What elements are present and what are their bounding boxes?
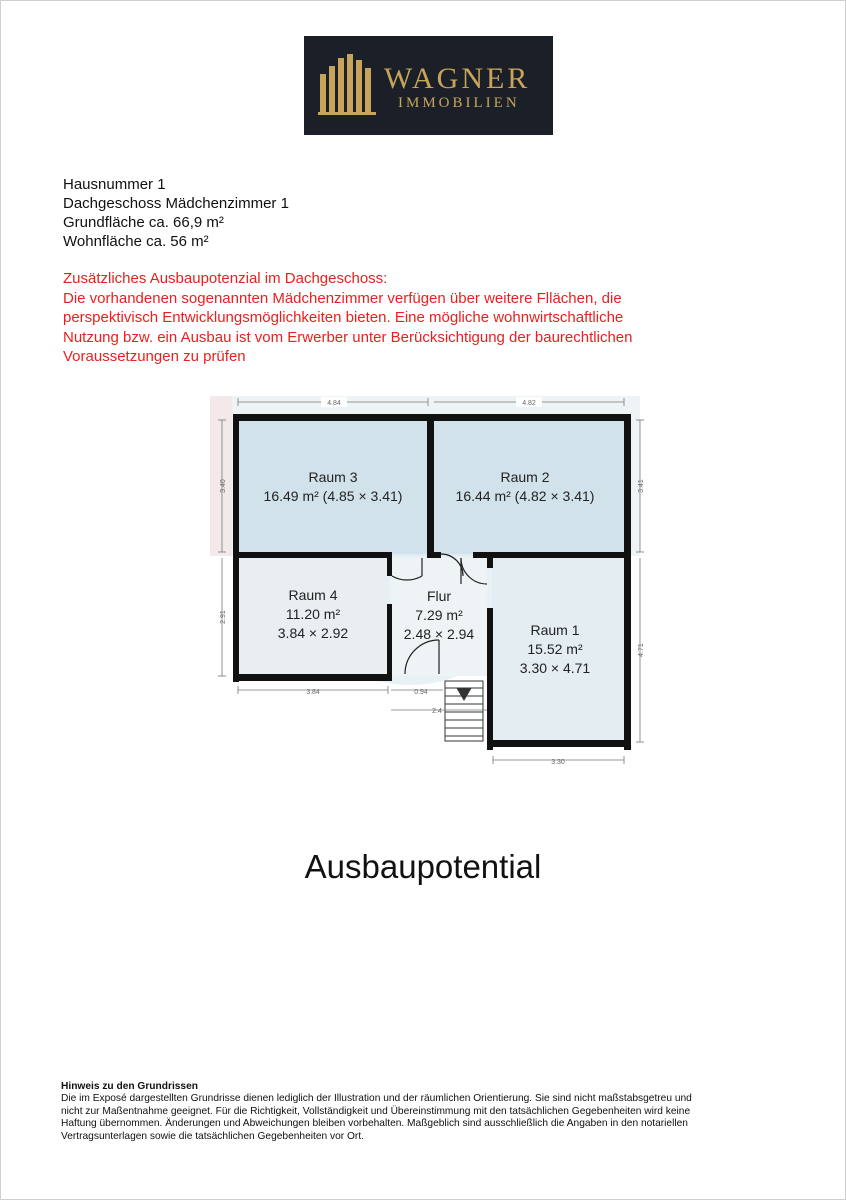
brand-logo (304, 36, 553, 135)
info-line: Grundfläche ca. 66,9 m² (63, 214, 224, 231)
room-name-raum3: Raum 3 (308, 469, 358, 485)
property-info (63, 175, 289, 251)
page-heading: Ausbaupotential (304, 848, 542, 885)
building-logo-icon (318, 54, 378, 116)
info-line: Wohnfläche ca. 56 m² (63, 233, 209, 250)
room-area-flur: 7.29 m² (415, 607, 463, 623)
floor-plan (205, 390, 645, 770)
room-fill-raum3 (238, 420, 428, 554)
info-line: Hausnummer 1 (63, 176, 166, 193)
dim-top-right: 4.82 (522, 400, 536, 407)
room-name-raum2: Raum 2 (500, 469, 550, 485)
notice-line: Nutzung bzw. ein Ausbau ist vom Erwerber unter Berücksichtigung der baurechtlichen (63, 328, 633, 346)
dim-right-upper: 3.41 (638, 479, 645, 493)
disclaimer-line: Die im Exposé dargestellten Grundrisse dienen lediglich der Illustration und der räumlichen Orientierung. Sie sind nicht maßstabsgetreu und (61, 1093, 692, 1105)
info-line: Dachgeschoss Mädchenzimmer 1 (63, 195, 289, 212)
room-detail-raum3: 16.49 m² (4.85 × 3.41) (263, 488, 403, 504)
dim-left-upper: 3.40 (220, 479, 227, 493)
dim-flur-width: 2.4 (432, 708, 442, 715)
room-area-raum1: 15.52 m² (527, 641, 583, 657)
notice-line: perspektivisch Entwicklungsmöglichkeiten bieten. Eine mögliche wohnwirtschaftliche (63, 309, 624, 326)
room-detail-raum2: 16.44 m² (4.82 × 3.41) (455, 488, 595, 504)
room-name-raum4: Raum 4 (288, 587, 338, 603)
room-name-raum1: Raum 1 (530, 622, 580, 638)
disclaimer-line: Haftung übernommen. Änderungen und Abweichungen bleiben vorbehalten. Maßgeblich sind ausschließlich die Angaben in den notariellen (61, 1118, 688, 1130)
dim-right-lower: 4.71 (638, 643, 645, 657)
dim-top-left: 4.84 (327, 400, 341, 407)
room-area-raum4: 11.20 m² (285, 606, 341, 622)
dim-bottom-right: 3.30 (551, 759, 565, 766)
notice-line: Zusätzliches Ausbaupotenzial im Dachgeschoss: (63, 270, 388, 287)
stairs (445, 681, 483, 741)
floorplan-disclaimer (61, 1081, 781, 1143)
room-dims-flur: 2.48 × 2.94 (403, 626, 475, 642)
room-dims-raum1: 3.30 × 4.71 (519, 660, 591, 676)
room-name-flur: Flur (426, 588, 452, 604)
expansion-notice (63, 269, 783, 367)
notice-line: Die vorhandenen sogenannten Mädchenzimmer verfügen über weitere Fllächen, die (63, 289, 622, 307)
brand-name: WAGNER (384, 62, 531, 95)
dim-stair-width: 0.94 (414, 689, 428, 696)
brand-subtitle: IMMOBILIEN (398, 95, 520, 111)
room-fill-raum2 (434, 420, 624, 554)
dim-bottom-left: 3.84 (306, 689, 320, 696)
disclaimer-line: Vertragsunterlagen sowie die tatsächlichen Gegebenheiten vor Ort. (61, 1130, 364, 1142)
room-dims-raum4: 3.84 × 2.92 (277, 625, 349, 641)
disclaimer-title: Hinweis zu den Grundrissen (61, 1081, 198, 1092)
notice-line: Voraussetzungen zu prüfen (63, 348, 246, 365)
disclaimer-line: nicht zur Maßentnahme geeignet. Für die Richtigkeit, Vollständigkeit und Übereinstimmung mit den tatsächlichen Gegebenheiten wird keine (61, 1105, 691, 1117)
dim-left-lower: 2.91 (220, 610, 227, 624)
